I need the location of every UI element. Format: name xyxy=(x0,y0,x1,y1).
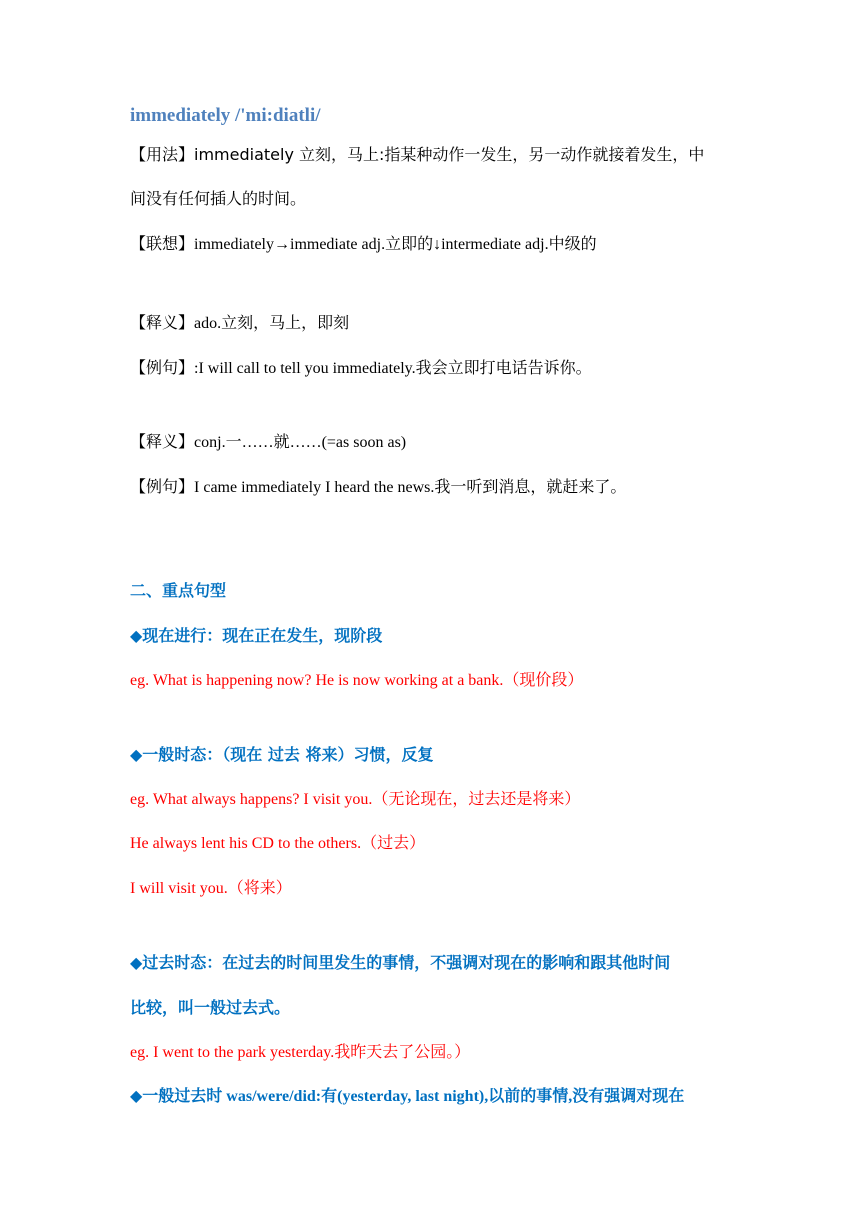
association-line xyxy=(130,234,770,255)
usage-line-2: 间没有任何插人的时间。 xyxy=(130,189,307,208)
sense2-meaning-line xyxy=(130,432,770,453)
usage-tag: 【用法】 xyxy=(130,145,195,164)
sense2-example-tag: 【例句】 xyxy=(130,477,195,496)
simple-tense-example-1: eg. What always happens? I visit you.（无论现在，过去还是将来） xyxy=(130,791,581,808)
sense1-example-line xyxy=(130,358,770,379)
past-tense-heading-1: ◆过去时态：在过去的时间里发生的事情，不强调对现在的影响和跟其他时间 xyxy=(130,953,671,972)
usage-text-1: immediately 立刻，马上:指某种动作一发生，另一动作就接着发生，中 xyxy=(194,145,705,164)
present-progressive-heading: ◆现在进行：现在正在发生，现阶段 xyxy=(130,626,383,645)
present-progressive-example: eg. What is happening now? He is now working at a bank.（现价段） xyxy=(130,672,584,689)
sense1-example: :I will call to tell you immediately.我会立即打电话告诉你。 xyxy=(194,360,592,377)
simple-past-heading: ◆一般过去时 was/were/did:有(yesterday, last night),以前的事情,没有强调对现在 xyxy=(130,1088,685,1105)
sense1-meaning: ado.立刻，马上，即刻 xyxy=(194,315,350,332)
sense2-meaning-tag: 【释义】 xyxy=(130,432,195,451)
sense1-meaning-line xyxy=(130,313,770,334)
simple-tense-example-3: I will visit you.（将来） xyxy=(130,880,292,897)
association-text: immediately→immediate adj.立即的↓intermediate adj.中级的 xyxy=(194,236,597,253)
sense2-meaning: conj.一……就……(=as soon as) xyxy=(194,434,407,451)
section-title: 二、重点句型 xyxy=(130,581,227,600)
sense1-example-tag: 【例句】 xyxy=(130,358,195,377)
sense2-example-line xyxy=(130,477,770,498)
past-tense-heading-2: 比较，叫一般过去式。 xyxy=(130,998,291,1017)
sense1-meaning-tag: 【释义】 xyxy=(130,313,195,332)
association-tag: 【联想】 xyxy=(130,234,195,253)
headword-title: immediately /'mi:diatli/ xyxy=(130,105,321,126)
simple-tense-example-2: He always lent his CD to the others.（过去） xyxy=(130,835,426,852)
sense2-example: I came immediately I heard the news.我一听到消息，就赶来了。 xyxy=(194,479,627,496)
usage-line-1 xyxy=(130,145,770,165)
simple-tense-heading: ◆一般时态：（现在 过去 将来）习惯，反复 xyxy=(130,745,434,764)
past-tense-example: eg. I went to the park yesterday.我昨天去了公园。） xyxy=(130,1044,471,1061)
